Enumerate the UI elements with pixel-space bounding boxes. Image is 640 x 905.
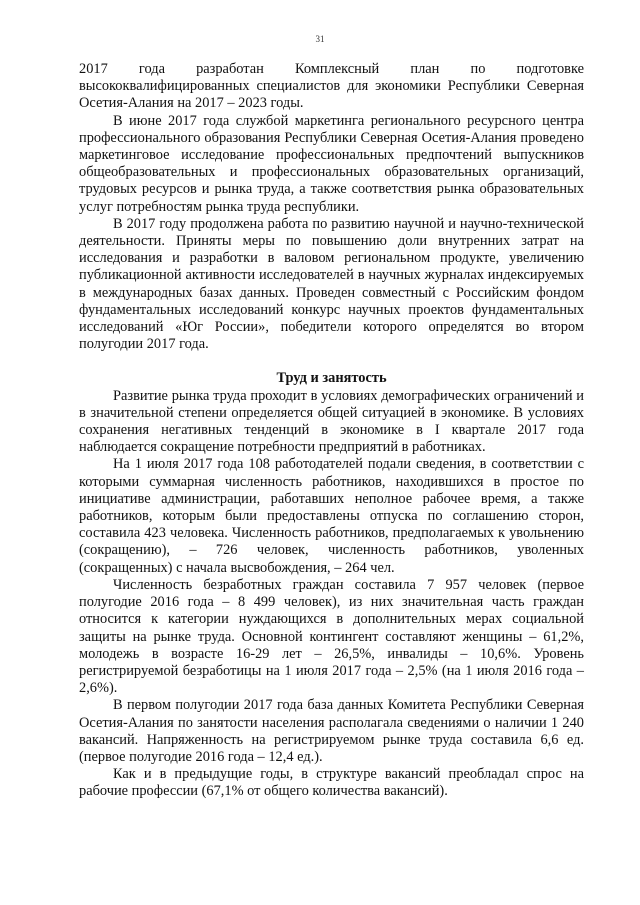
paragraph-vacancy-structure: Как и в предыдущие годы, в структуре вакансий преобладал спрос на рабочие профессии (67,1% от общего количества вакансий). [79,766,584,800]
section-title-labor: Труд и занятость [276,370,387,387]
paragraph-employers-data: На 1 июля 2017 года 108 работодателей подали сведения, в соответствии с которыми суммарная численность работников, находившихся в простое по инициативе администрации, работавших неполное рабочее время, а также работников, которым были предоставлены отпуска по соглашению сторон, составила 423 человека. Численность работников, предполагаемых к увольнению (сокращению), – 726 человек, численность работников, уволенных (сокращенных) с начала высвобождения, – 264 чел. [79,456,584,576]
paragraph-science-development: В 2017 году продолжена работа по развитию научной и научно-технической деятельности. Приняты меры по повышению доли внутренних затрат на исследования и разработки в валовом региональном продукте, увеличению публикационной активности исследователей в научных журналах индексируемых в международных базах данных. Проведен совместный с Российским фондом фундаментальных исследований конкурс научных проектов фундаментальных исследований «Юг России», победители которого определятся во втором полугодии 2017 года. [79,215,584,353]
paragraph-marketing-research: В июне 2017 года службой маркетинга регионального ресурсного центра профессионального образования Республики Северная Осетия-Алания проведено маркетинговое исследование профессиональных предпочтений выпускников общеобразовательных и профессиональных образовательных организаций, трудовых ресурсов и рынка труда, а также соответствия рынка образовательных услуг потребностям рынка труда республики. [79,112,584,215]
paragraph-vacancies: В первом полугодии 2017 года база данных Комитета Республики Северная Осетия-Алания по занятости населения располагала сведениями о наличии 1 240 вакансий. Напряженность на регистрируемом рынке труда составила 6,6 ед. (первое полугодие 2016 года – 12,4 ед.). [79,697,584,765]
paragraph-labor-market: Развитие рынка труда проходит в условиях демографических ограничений и в значительной степени определяется общей ситуацией в экономике. В условиях сохранения негативных тенденций в экономике в I квартале 2017 года наблюдается сокращение потребности предприятий в работниках. [79,387,584,456]
page-number: 31 [315,34,325,44]
paragraph-plan-continuation: 2017 года разработан Комплексный план по подготовке высококвалифицированных специалистов для экономики Республики Северная Осетия-Алания на 2017 – 2023 годы. [79,61,584,112]
page-content [79,61,584,801]
paragraph-unemployment: Численность безработных граждан составила 7 957 человек (первое полугодие 2016 года – 8 499 человек), из них значительная часть граждан относится к категории нуждающихся в дополнительных мерах социальной защиты на рынке труда. Основной контингент составляют женщины – 61,2%, молодежь в возрасте 16-29 лет – 26,5%, инвалиды – 10,6%. Уровень регистрируемой безработицы на 1 июля 2017 года – 2,5% (на 1 июля 2016 года – 2,6%). [79,576,584,697]
